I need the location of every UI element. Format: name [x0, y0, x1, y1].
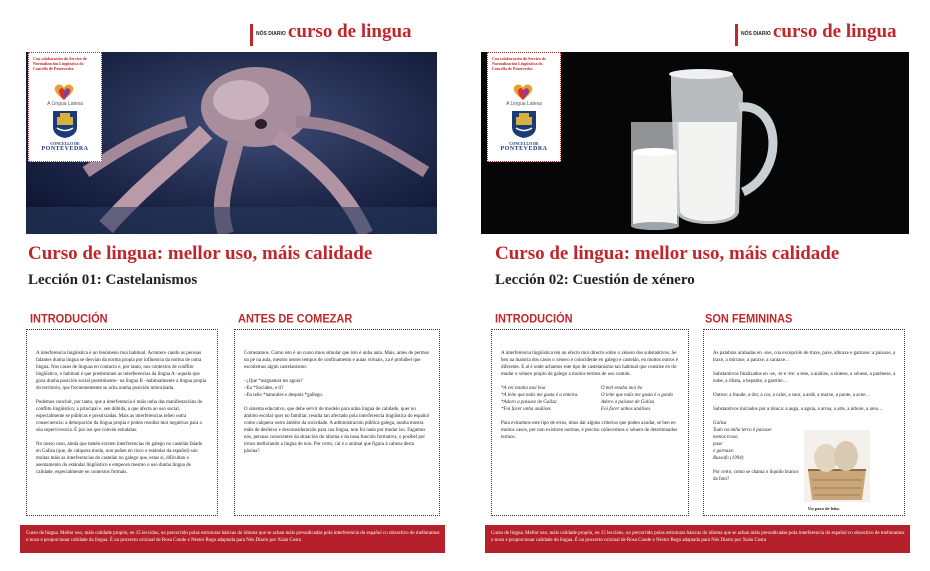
paragraph: A interferencia lingüística ten un efecto moi directo sobre o xénero dos substantivos. Se ben na maioría dos casos o xénero é coincidente en galego e castelán, en moitos outros é diferente. E aí é onde achamos este tipo de castelanismo tan habitual que consiste en ilo mudar o xénero propio da galego a moitos termos de uso común.	[501, 351, 679, 377]
section-heading-introducion: INTRODUCIÓN	[30, 312, 108, 326]
rule-paragraph: As palabras acabadas en -axe, coa excepción de traxe, paxe, albraxe e garnaxe: a paisaxe, a traxe, a mirraxe, a paraxe, a caniaxe…	[713, 351, 896, 363]
examples-table	[501, 385, 679, 413]
paragraph: A interferencia lingüística é un fenómeno moi habitual. Acontece cando as persoas falantes dunha lingua se desvían da norma propia por influencia da norma de outra lingua. Nos casos de linguas en contacto e, por tanto, nos contextos de conflito lingüístico, o habitual é que predominen as interferencias da lingua A –aquela que goza dunha posición social preeminente– na lingua B –habitualmente a lingua propia do territorio, que frecuentemente se acha nunha posición minorizada.	[36, 351, 207, 391]
antes-box	[234, 329, 440, 516]
example-right: Adoro a paisaxe de Galiza	[601, 400, 655, 405]
lingua-latexa-label: A Lingua Latexa	[47, 101, 83, 107]
section-heading-antes-de-comezar: ANTES DE COMEZAR	[238, 312, 353, 326]
example-row	[501, 392, 679, 399]
poem: Galiza Todo na miña terra é paisaxe menos traxe, paxe e garnaxe. Russofo (1994)	[713, 421, 772, 461]
section-heading-introducion: INTRODUCIÓN	[495, 312, 573, 326]
example-row	[501, 385, 679, 392]
footer-text: Curso de lingua. Mellor uso, máis calidade propón, en 15 leccións, un percorrido polas estruturas básicas do idioma que se achan máis prexudicadas pola interferencia do español co obxectivo de melloramos o noso e proporcionar calidade da lingua. É un proxecto orixinal de Rosa Conde e Néstor Rego adaptada para Nós Diario por Xoán Costa	[491, 531, 905, 543]
lingua-latexa-label: A Lingua Latexa	[506, 101, 542, 107]
paragraph: O sistema educativo, que debe servir de modelo para unha lingua de calidade, quer no ámbito escolar quer no familiar, resulta tan afectado pola interferencia lingüística do español como calquera outro ámbito da sociedade. A administración pública galega, nunha mostra máis de desleixo e desconsideración para coa lingua, non foi nada por mudar iso. Fagamos nós, persoas conscientes da situación do idioma e da nosa función formativa, o posíbel por irmos mellorando a lingua de noo. Por certo, cal é o animal que figura á cabeza desta páxina?	[244, 407, 430, 454]
brand-bar	[250, 24, 253, 46]
intro-text	[36, 350, 208, 483]
femininas-box	[703, 329, 905, 516]
example-row	[501, 399, 679, 406]
wicker-baskets-photo	[804, 430, 870, 502]
crest-icon	[510, 109, 538, 144]
rule-paragraph: Outros: a fraude, a dor, a cor, a calor, a suor, a ardé, a marxe, a ponte, a acne…	[713, 393, 871, 398]
footer-band	[485, 525, 910, 553]
paper-name: NÓS DIARIO	[256, 31, 286, 37]
right-page	[465, 0, 930, 571]
intro-text	[501, 350, 679, 448]
paragraph: Podemos concluír, por tanto, que a interferencia é máis unha das manifestacións do conflito lingüístico; a principal e, sen dúbida, a que afecta ao uso social, especialmente se públicas e prestixiadas. Mais as interferencias teñen outra consecuencia: a deturpación da lingua propia e poden resultar moi negativas para a súa supervivencia. É por iso que convén estudalas.	[36, 400, 203, 433]
example-right: O leite que máis me gusta é o gordo	[601, 393, 674, 398]
antes-text	[244, 350, 430, 462]
rule-paragraph: Substantivos iniciados por a tónica: a auga, a aguia, a arroa, a arte, a árbore, a area…	[713, 407, 883, 412]
footer-band	[20, 525, 445, 553]
sponsor-box	[487, 52, 561, 162]
sponsor-collab-text: Coa colaboración do Servizo de Normalización Lingüística do Concello de Pontevedra	[492, 56, 546, 71]
city-label: PONTEVEDRA	[500, 146, 548, 152]
intro-box	[26, 329, 218, 516]
section-heading-son-femininas: SON FEMININAS	[705, 312, 793, 326]
example-right: O mel estaba moi bo	[601, 386, 643, 391]
example-row	[501, 406, 679, 413]
paragraph: Comezamos. Como isto é un curso imos simular que isto é unha aula. Mais, antes de permos un pé na aula, mesmo nestes tempos de confinamento e aulas virtuais, xa é probábel que escoitemos algún castelanismo:	[244, 351, 430, 370]
lesson-title: Lección 01: Castelanismos	[28, 272, 198, 288]
paragraph: No nosso caso, ainda que tamén existen interferencias do galego no castelán falado en Galiza (que, de calquera modo, non puñen en risco o estándar da español) son moitas máis as interferencias do castelán no galego que, estas si, dificultan o asentamento do estándar lingüístico e empecen mesmo o uso dunha lingua de calidade, especialmente en contextos formais.	[36, 442, 203, 475]
brand-bar	[735, 24, 738, 46]
example-wrong: *Adoro a paisaxe de Galiza	[501, 400, 557, 405]
example-wrong: *A vel estaba moi boa	[501, 386, 546, 391]
intro-box	[491, 329, 689, 516]
dialogue: –¿Que *asignatura tes agora? –Eu *Sociales, e ti? –Eu teño *naturales e despois *gallego.	[244, 379, 324, 398]
concello-label: CONCELLO DE	[50, 141, 80, 146]
concello-label: CONCELLO DE	[509, 141, 539, 146]
section-title: curso de lingua	[288, 21, 412, 42]
city-label: PONTEVEDRA	[41, 146, 89, 152]
rule-paragraph: Substantivos finalizados en -se, -te e -tre: a tese, a análise, a síntese, a xénese, a parénese, a nube, a riñata, a hepatite, a gastrite…	[713, 372, 896, 384]
section-title: curso de lingua	[773, 21, 897, 42]
paper-name: NÓS DIARIO	[741, 31, 771, 37]
sponsor-box	[28, 52, 102, 162]
example-right: Foi facer unhas análises	[601, 407, 651, 412]
paragraph: Para evitarmos este tipo de erros, imos dar algúns criterios que poden axudar, se ben en moitos casos, por non existiren normas, é preciso coñecermos o xénero de determinados termos.	[501, 421, 678, 440]
sponsor-collab-text: Coa colaboración do Servizo de Normalización Lingüística do Concello de Pontevedra	[33, 56, 87, 71]
main-title: Curso de lingua: mellor uso, máis calidade	[495, 243, 840, 264]
lesson-title: Lección 02: Cuestión de xénero	[495, 272, 695, 288]
crest-icon	[51, 109, 79, 144]
footer-text: Curso de lingua. Mellor uso, máis calidade propón, en 15 leccións, un percorrido polas estruturas básicas do idioma que se achan máis prexudicadas pola interferencia do español co obxectivo de melloramos o noso e proporcionar calidade da lingua. É un proxecto orixinal de Rosa Conde e Néstor Rego adaptada para Nós Diario por Xoán Costa	[26, 531, 440, 543]
photo-caption: Un paco de leña.	[808, 506, 840, 511]
main-title: Curso de lingua: mellor uso, máis calidade	[28, 243, 373, 264]
example-wrong: *Fai facer unha análises	[501, 407, 551, 412]
example-wrong: *A leite que máis me gusta é a enteira.	[501, 393, 579, 398]
question: Por certo, como se chama o líquido branco da foto?	[713, 470, 799, 482]
